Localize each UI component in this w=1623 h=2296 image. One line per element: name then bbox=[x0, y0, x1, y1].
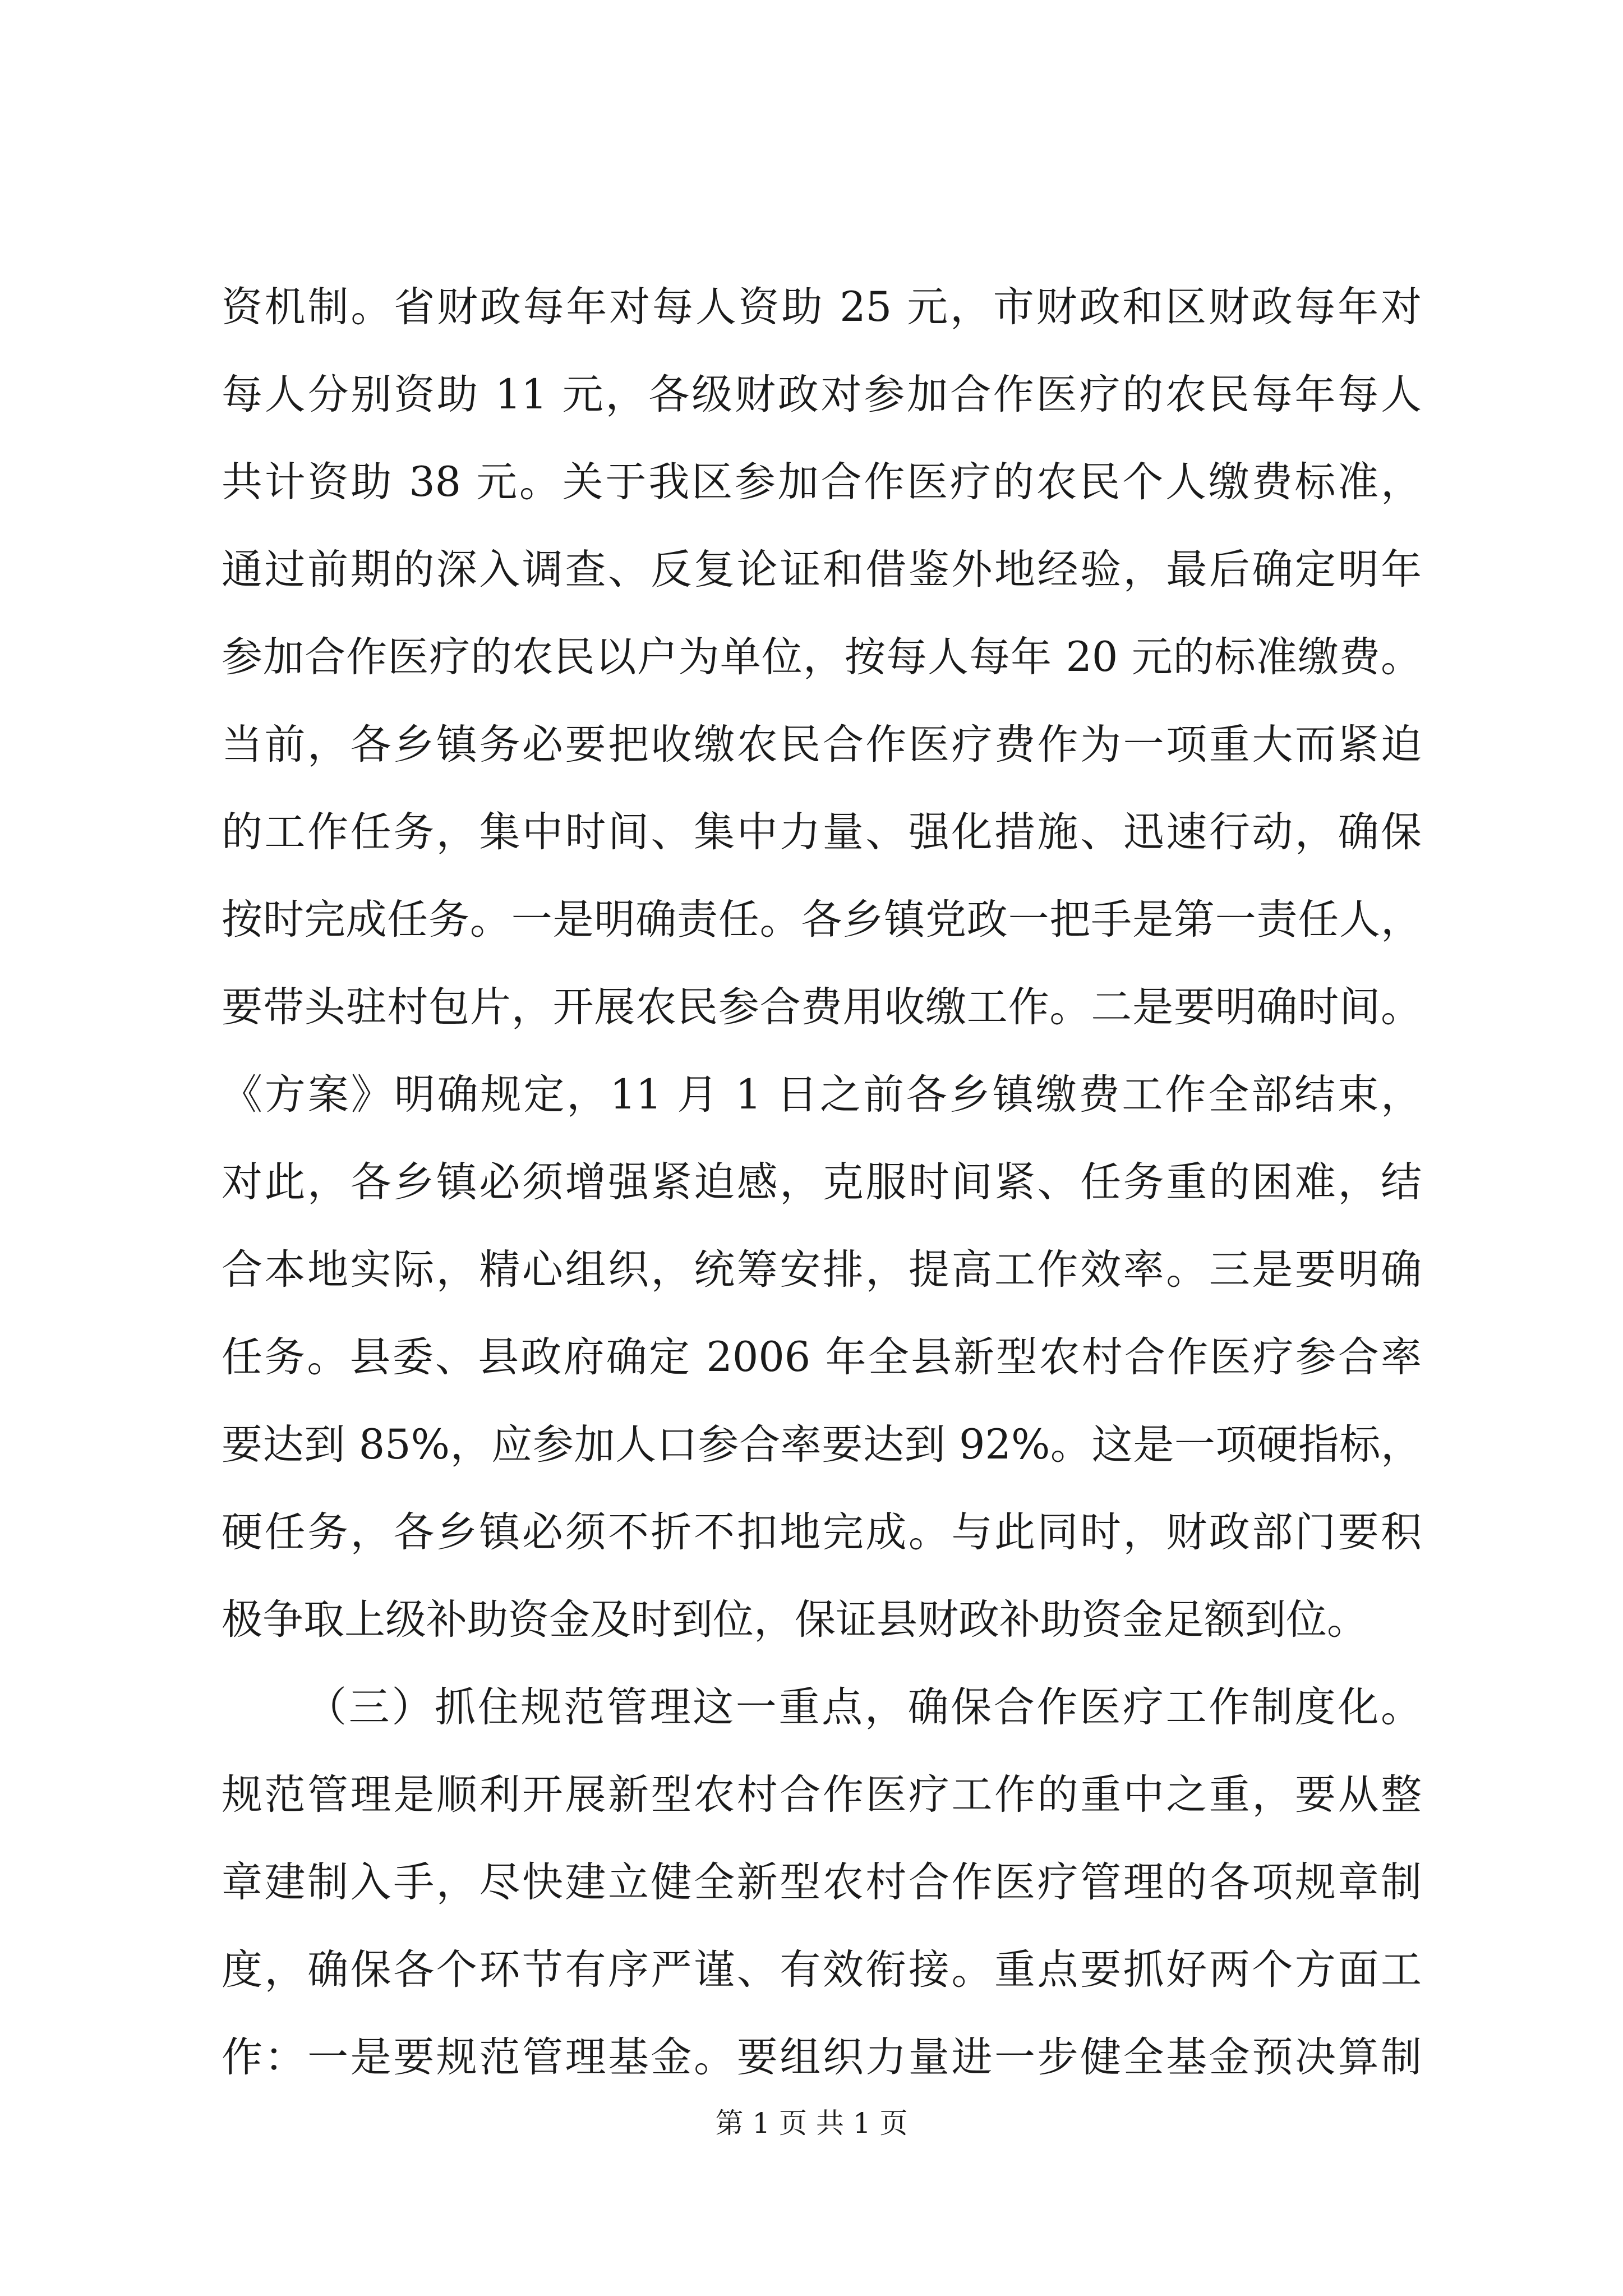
text-line: 极争取上级补助资金及时到位，保证县财政补助资金足额到位。 bbox=[222, 1596, 1368, 1644]
page-number-footer: 第 1 页 共 1 页 bbox=[715, 2107, 908, 2139]
text-line: 作：一是要规范管理基金。要组织力量进一步健全基金预决算制 bbox=[222, 2033, 1422, 2081]
text-line: 要带头驻村包片，开展农民参合费用收缴工作。二是要明确时间。 bbox=[222, 983, 1422, 1031]
document-body bbox=[222, 264, 1422, 2101]
text-line: 每人分别资助 11 元，各级财政对参加合作医疗的农民每年每人 bbox=[222, 371, 1422, 418]
text-line: 参加合作医疗的农民以户为单位，按每人每年 20 元的标准缴费。 bbox=[222, 633, 1422, 681]
text-line: 资机制。省财政每年对每人资助 25 元，市财政和区财政每年对 bbox=[222, 283, 1422, 331]
text-line: 的工作任务，集中时间、集中力量、强化措施、迅速行动，确保 bbox=[222, 808, 1422, 856]
text-line: 《方案》明确规定，11 月 1 日之前各乡镇缴费工作全部结束， bbox=[222, 1071, 1422, 1119]
text-line: 要达到 85%，应参加人口参合率要达到 92%。这是一项硬指标， bbox=[222, 1421, 1422, 1469]
text-line: 按时完成任务。一是明确责任。各乡镇党政一把手是第一责任人， bbox=[222, 896, 1422, 944]
text-line: 任务。县委、县政府确定 2006 年全县新型农村合作医疗参合率 bbox=[222, 1333, 1422, 1381]
text-line: 当前，各乡镇务必要把收缴农民合作医疗费作为一项重大而紧迫 bbox=[222, 721, 1422, 769]
text-line: 规范管理是顺利开展新型农村合作医疗工作的重中之重，要从整 bbox=[222, 1771, 1422, 1819]
text-line: 共计资助 38 元。关于我区参加合作医疗的农民个人缴费标准， bbox=[222, 458, 1422, 506]
text-line: 章建制入手，尽快建立健全新型农村合作医疗管理的各项规章制 bbox=[222, 1858, 1422, 1906]
text-line: 对此，各乡镇必须增强紧迫感，克服时间紧、任务重的困难，结 bbox=[222, 1158, 1422, 1206]
text-line: 合本地实际，精心组织，统筹安排，提高工作效率。三是要明确 bbox=[222, 1246, 1422, 1294]
text-line: 度，确保各个环节有序严谨、有效衔接。重点要抓好两个方面工 bbox=[222, 1946, 1422, 1994]
section-heading-line: （三）抓住规范管理这一重点，确保合作医疗工作制度化。 bbox=[306, 1683, 1422, 1731]
text-line: 硬任务，各乡镇必须不折不扣地完成。与此同时，财政部门要积 bbox=[222, 1508, 1422, 1556]
text-line: 通过前期的深入调查、反复论证和借鉴外地经验，最后确定明年 bbox=[222, 546, 1422, 593]
